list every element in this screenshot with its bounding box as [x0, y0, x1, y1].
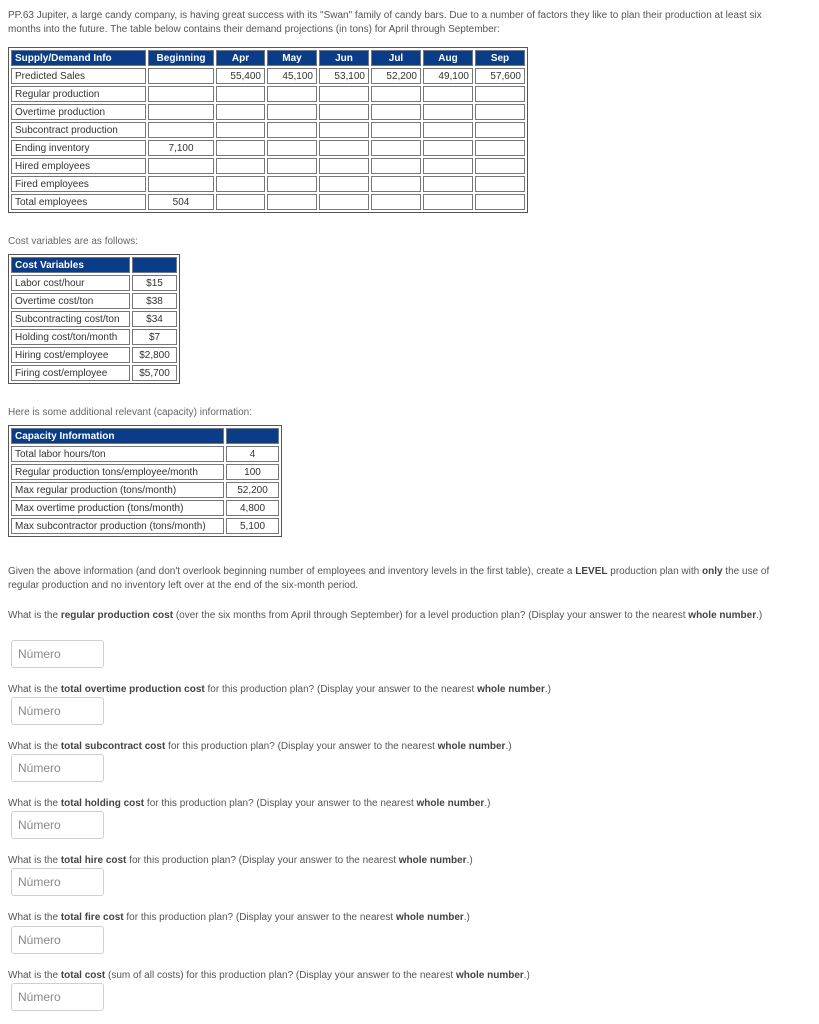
answer-number-input[interactable]: [11, 926, 104, 954]
question-text: [8, 797, 788, 811]
supply-cell: [371, 86, 421, 102]
supply-cell: [267, 158, 317, 174]
supply-cell: 504: [148, 194, 214, 210]
supply-header-aug: Aug: [423, 50, 473, 66]
supply-table-header-row: [11, 50, 525, 66]
supply-cell: [423, 122, 473, 138]
supply-table-row: [11, 158, 525, 174]
supply-row-label: Ending inventory: [11, 140, 146, 156]
supply-cell: [216, 158, 265, 174]
supply-row-label: Hired employees: [11, 158, 146, 174]
cost-table-row: [11, 275, 177, 291]
capacity-information-table: [8, 425, 282, 537]
capacity-header-blank: [226, 428, 279, 444]
question-bold-topic: total subcontract cost: [60, 741, 166, 752]
supply-cell: [216, 176, 265, 192]
supply-cell: [148, 104, 214, 120]
cost-table-row: [11, 365, 177, 381]
question-bold-whole-number: whole number: [416, 798, 485, 809]
question-bold-whole-number: whole number: [398, 855, 467, 866]
answer-number-input[interactable]: [11, 868, 104, 896]
supply-cell: [423, 86, 473, 102]
question-post: .): [484, 798, 491, 809]
cost-table-row: [11, 329, 177, 345]
capacity-row-value: 100: [226, 464, 279, 480]
answer-number-input[interactable]: [11, 983, 104, 1011]
capacity-row-value: 4: [226, 446, 279, 462]
question-bold-topic: total cost: [60, 970, 106, 981]
supply-row-label: Overtime production: [11, 104, 146, 120]
capacity-table-row: [11, 500, 279, 516]
question-text: [8, 911, 788, 925]
instructions-part-3: the use of regular production and no inventory left over at the end of the six-month period.: [8, 566, 770, 591]
capacity-row-label: Max regular production (tons/month): [11, 482, 224, 498]
question-bold-topic: total overtime production cost: [60, 684, 205, 695]
supply-cell: [319, 176, 369, 192]
capacity-header: Capacity Information: [11, 428, 224, 444]
cost-row-label: Firing cost/employee: [11, 365, 130, 381]
question-mid: for this production plan? (Display your answer to the nearest: [123, 912, 396, 923]
capacity-row-label: Max subcontractor production (tons/month): [11, 518, 224, 534]
supply-cell: [475, 194, 525, 210]
supply-cell: [216, 194, 265, 210]
supply-demand-table-container: [8, 47, 528, 213]
question-pre: What is the: [8, 741, 61, 752]
supply-cell: [216, 140, 265, 156]
question-bold-topic: regular production cost: [60, 610, 174, 621]
question-post: .): [466, 855, 473, 866]
question-pre: What is the: [8, 912, 61, 923]
cost-row-label: Overtime cost/ton: [11, 293, 130, 309]
supply-cell: [216, 86, 265, 102]
question-text: [8, 740, 788, 754]
question-text: [8, 854, 788, 868]
supply-table-row: [11, 104, 525, 120]
question-pre: What is the: [8, 684, 61, 695]
cost-row-value: $7: [132, 329, 177, 345]
capacity-table-row: [11, 482, 279, 498]
supply-table-row: [11, 176, 525, 192]
supply-cell: [475, 176, 525, 192]
question-mid: for this production plan? (Display your answer to the nearest: [165, 741, 438, 752]
question-pre: What is the: [8, 970, 61, 981]
question-text: [8, 609, 788, 623]
question-mid: for this production plan? (Display your answer to the nearest: [126, 855, 399, 866]
capacity-row-label: Regular production tons/employee/month: [11, 464, 224, 480]
supply-cell: [423, 104, 473, 120]
supply-cell: 52,200: [371, 68, 421, 84]
supply-cell: [475, 86, 525, 102]
supply-row-label: Regular production: [11, 86, 146, 102]
question-bold-whole-number: whole number: [395, 912, 464, 923]
cost-header-blank: [132, 257, 177, 273]
supply-header-apr: Apr: [216, 50, 265, 66]
supply-cell: [216, 104, 265, 120]
cost-row-label: Holding cost/ton/month: [11, 329, 130, 345]
instructions-part-1: Given the above information (and don't overlook beginning number of employees and inventory levels in the first table), create a: [8, 566, 576, 577]
question-text: [8, 969, 788, 983]
question-bold-whole-number: whole number: [455, 970, 524, 981]
cost-table-header-row: [11, 257, 177, 273]
cost-row-label: Labor cost/hour: [11, 275, 130, 291]
question-bold-topic: total hire cost: [60, 855, 127, 866]
question-bold-whole-number: whole number: [688, 610, 757, 621]
question-mid: for this production plan? (Display your answer to the nearest: [144, 798, 417, 809]
question-mid: (over the six months from April through September) for a level production plan? (Display your answer to the nearest: [173, 610, 689, 621]
answer-number-input[interactable]: [11, 811, 104, 839]
supply-cell: [475, 104, 525, 120]
supply-cell: 7,100: [148, 140, 214, 156]
question-text: [8, 683, 788, 697]
capacity-row-label: Max overtime production (tons/month): [11, 500, 224, 516]
supply-table-row: [11, 122, 525, 138]
capacity-table-container: [8, 425, 282, 537]
question-bold-whole-number: whole number: [477, 684, 545, 695]
supply-cell: [475, 122, 525, 138]
supply-cell: [216, 122, 265, 138]
capacity-row-value: 52,200: [226, 482, 279, 498]
supply-cell: [319, 104, 369, 120]
cost-variables-table: [8, 254, 180, 384]
capacity-table-row: [11, 518, 279, 534]
supply-header-may: May: [267, 50, 317, 66]
supply-cell: [319, 158, 369, 174]
supply-cell: [371, 194, 421, 210]
supply-cell: [267, 104, 317, 120]
cost-header: Cost Variables: [11, 257, 130, 273]
supply-header-info: Supply/Demand Info: [11, 50, 146, 66]
cost-table-body: [11, 275, 177, 381]
supply-header-jul: Jul: [371, 50, 421, 66]
supply-cell: [148, 176, 214, 192]
instructions: [8, 565, 788, 593]
supply-header-beginning: Beginning: [148, 50, 214, 66]
question-pre: What is the: [8, 798, 61, 809]
question-post: .): [463, 912, 470, 923]
supply-cell: [148, 122, 214, 138]
supply-cell: [319, 122, 369, 138]
supply-cell: [319, 86, 369, 102]
cost-row-label: Hiring cost/employee: [11, 347, 130, 363]
supply-row-label: Subcontract production: [11, 122, 146, 138]
instructions-bold-only: only: [702, 566, 723, 577]
supply-cell: [475, 140, 525, 156]
cost-row-value: $38: [132, 293, 177, 309]
capacity-intro: Here is some additional relevant (capacity) information:: [8, 407, 252, 418]
supply-table-body: [11, 68, 525, 210]
capacity-row-value: 4,800: [226, 500, 279, 516]
supply-cell: 53,100: [319, 68, 369, 84]
cost-row-value: $2,800: [132, 347, 177, 363]
instructions-part-2: production plan with: [607, 566, 702, 577]
supply-cell: [267, 140, 317, 156]
question-post: .): [544, 684, 551, 695]
question-pre: What is the: [8, 855, 61, 866]
capacity-table-row: [11, 446, 279, 462]
supply-header-jun: Jun: [319, 50, 369, 66]
supply-cell: [371, 158, 421, 174]
capacity-table-body: [11, 446, 279, 534]
supply-row-label: Predicted Sales: [11, 68, 146, 84]
question-bold-topic: total fire cost: [60, 912, 124, 923]
supply-cell: [371, 122, 421, 138]
cost-intro: Cost variables are as follows:: [8, 236, 139, 247]
supply-cell: [423, 194, 473, 210]
supply-cell: [267, 194, 317, 210]
cost-row-value: $15: [132, 275, 177, 291]
question-post: .): [756, 610, 763, 621]
supply-cell: 57,600: [475, 68, 525, 84]
supply-cell: 49,100: [423, 68, 473, 84]
supply-table-row: [11, 194, 525, 210]
supply-cell: [371, 176, 421, 192]
answer-number-input[interactable]: [11, 754, 104, 782]
instructions-bold-level: LEVEL: [575, 566, 608, 577]
supply-cell: [267, 86, 317, 102]
supply-row-label: Fired employees: [11, 176, 146, 192]
cost-row-label: Subcontracting cost/ton: [11, 311, 130, 327]
supply-cell: [148, 86, 214, 102]
cost-row-value: $5,700: [132, 365, 177, 381]
cost-table-row: [11, 347, 177, 363]
question-post: .): [523, 970, 530, 981]
supply-cell: [148, 158, 214, 174]
question-bold-topic: total holding cost: [60, 798, 145, 809]
question-pre: What is the: [8, 610, 61, 621]
supply-cell: [371, 140, 421, 156]
supply-cell: [319, 194, 369, 210]
supply-table-row: [11, 140, 525, 156]
question-mid: for this production plan? (Display your answer to the nearest: [204, 684, 478, 695]
cost-table-row: [11, 293, 177, 309]
supply-cell: [423, 158, 473, 174]
cost-table-row: [11, 311, 177, 327]
supply-demand-table: [8, 47, 528, 213]
supply-cell: 55,400: [216, 68, 265, 84]
supply-cell: [423, 140, 473, 156]
supply-cell: [475, 158, 525, 174]
supply-table-row: [11, 86, 525, 102]
supply-header-sep: Sep: [475, 50, 525, 66]
question-bold-whole-number: whole number: [437, 741, 506, 752]
supply-cell: [371, 104, 421, 120]
supply-cell: [267, 122, 317, 138]
supply-cell: [148, 68, 214, 84]
answer-number-input[interactable]: [11, 640, 104, 668]
question-post: .): [505, 741, 512, 752]
cost-row-value: $34: [132, 311, 177, 327]
capacity-row-value: 5,100: [226, 518, 279, 534]
problem-intro: PP.63 Jupiter, a large candy company, is having great success with its "Swan" family of candy bars. Due to a number of factors they like to plan their production at least six months into the future. The table below contains their demand projections (in tons) for April through September:: [8, 10, 762, 35]
supply-cell: [319, 140, 369, 156]
question-mid: (sum of all costs) for this production plan? (Display your answer to the nearest: [105, 970, 456, 981]
supply-table-row: [11, 68, 525, 84]
capacity-row-label: Total labor hours/ton: [11, 446, 224, 462]
capacity-table-row: [11, 464, 279, 480]
supply-cell: [423, 176, 473, 192]
capacity-table-header-row: [11, 428, 279, 444]
answer-number-input[interactable]: [11, 697, 104, 725]
supply-row-label: Total employees: [11, 194, 146, 210]
supply-cell: [267, 176, 317, 192]
supply-cell: 45,100: [267, 68, 317, 84]
cost-table-container: [8, 254, 180, 384]
